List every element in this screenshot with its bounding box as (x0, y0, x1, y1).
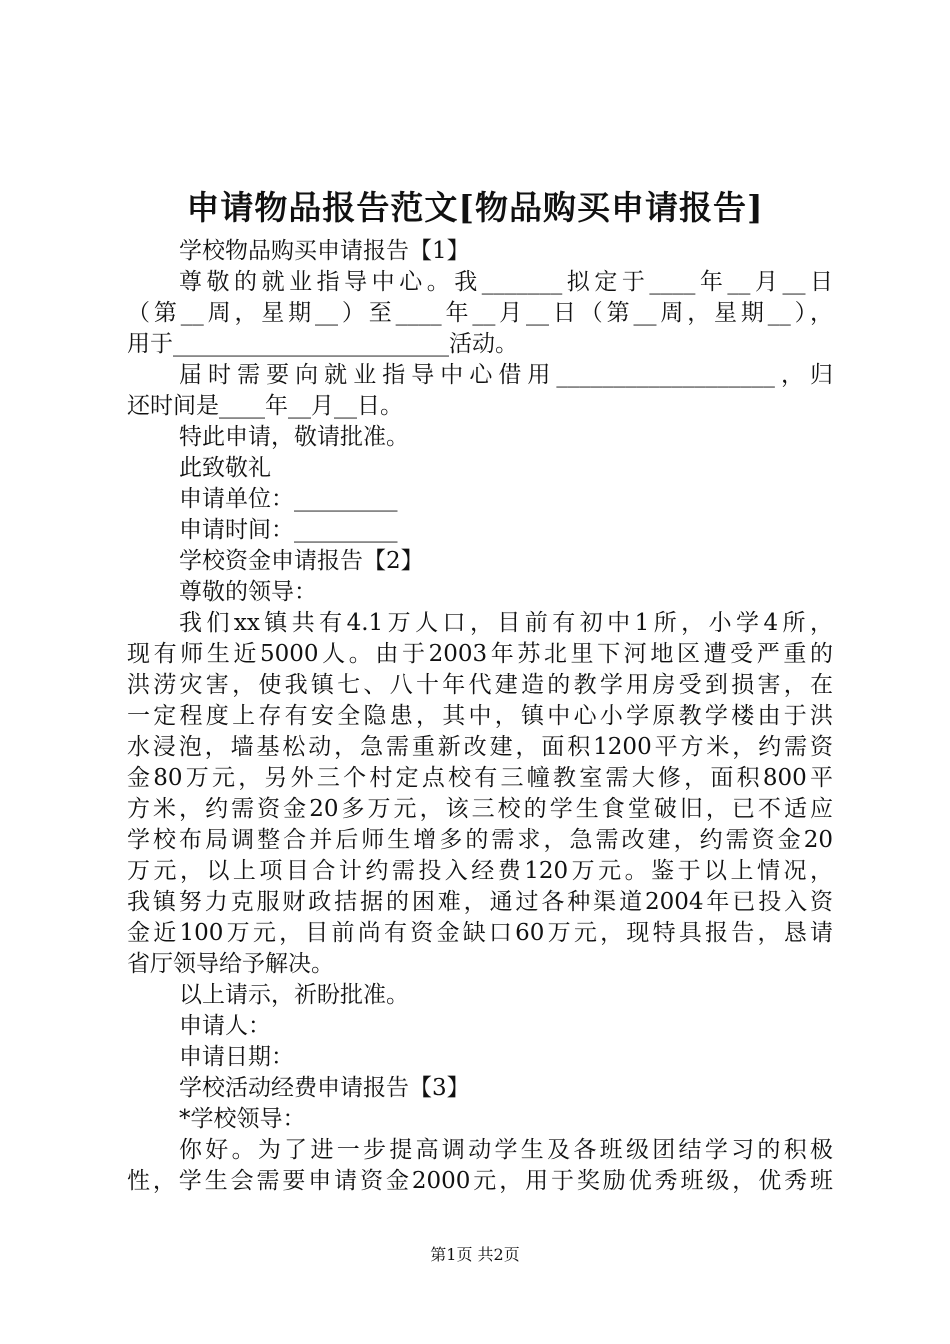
text-line: 学校活动经费申请报告【3】 (179, 1075, 470, 1101)
text-line: 现有师生近5000人。由于2003年苏北里下河地区遭受严重的 (127, 641, 833, 667)
text-line: 我们xx镇共有4.1万人口，目前有初中1所，小学4所， (179, 610, 833, 636)
text-line: 届时需要向就业指导中心借用___________________，归 (179, 362, 833, 388)
document-body (127, 236, 833, 1197)
page-footer: 第1页 共2页 (430, 1245, 520, 1264)
text-line: 金近100万元，目前尚有资金缺口60万元，现特具报告，恳请 (127, 920, 833, 946)
text-line: 此致敬礼 (179, 455, 271, 481)
text-line: 申请单位：_________ (179, 486, 398, 512)
text-line: 学校布局调整合并后师生增多的需求，急需改建，约需资金20 (127, 827, 833, 853)
text-line: *学校领导： (179, 1106, 306, 1132)
text-line: 水浸泡，墙基松动，急需重新改建，面积1200平方米，约需资 (127, 734, 833, 760)
text-line: 省厅领导给予解决。 (127, 951, 334, 977)
text-line: 尊敬的就业指导中心。我_______拟定于____年__月__日 (179, 269, 833, 295)
text-line: 用于________________________活动。 (127, 331, 518, 357)
text-line: 金80万元，另外三个村定点校有三幢教室需大修，面积800平 (127, 765, 833, 791)
text-line: 学校物品购买申请报告【1】 (179, 238, 470, 264)
text-line: （第__周，星期__）至____年__月__日（第__周，星期__）， (127, 300, 833, 326)
text-line: 尊敬的领导： (179, 579, 317, 605)
text-line: 你好。为了进一步提高调动学生及各班级团结学习的积极 (179, 1137, 833, 1163)
text-line: 我镇努力克服财政拮据的困难，通过各种渠道2004年已投入资 (127, 889, 833, 915)
text-line: 性，学生会需要申请资金2000元，用于奖励优秀班级，优秀班 (127, 1168, 833, 1194)
text-line: 方米，约需资金20多万元，该三校的学生食堂破旧，已不适应 (127, 796, 833, 822)
text-line: 学校资金申请报告【2】 (179, 548, 424, 574)
text-line: 申请日期： (179, 1044, 294, 1070)
text-line: 申请时间：_________ (179, 517, 398, 543)
text-line: 还时间是____年__月__日。 (127, 393, 403, 419)
text-line: 洪涝灾害，使我镇七、八十年代建造的教学用房受到损害，在 (127, 672, 833, 698)
text-line: 申请人： (179, 1013, 271, 1039)
document-title: 申请物品报告范文[物品购买申请报告] (186, 188, 764, 227)
text-line: 特此申请，敬请批准。 (179, 424, 409, 450)
text-line: 一定程度上存有安全隐患，其中，镇中心小学原教学楼由于洪 (127, 703, 833, 729)
text-line: 万元，以上项目合计约需投入经费120万元。鉴于以上情况， (127, 858, 833, 884)
text-line: 以上请示，祈盼批准。 (179, 982, 409, 1008)
